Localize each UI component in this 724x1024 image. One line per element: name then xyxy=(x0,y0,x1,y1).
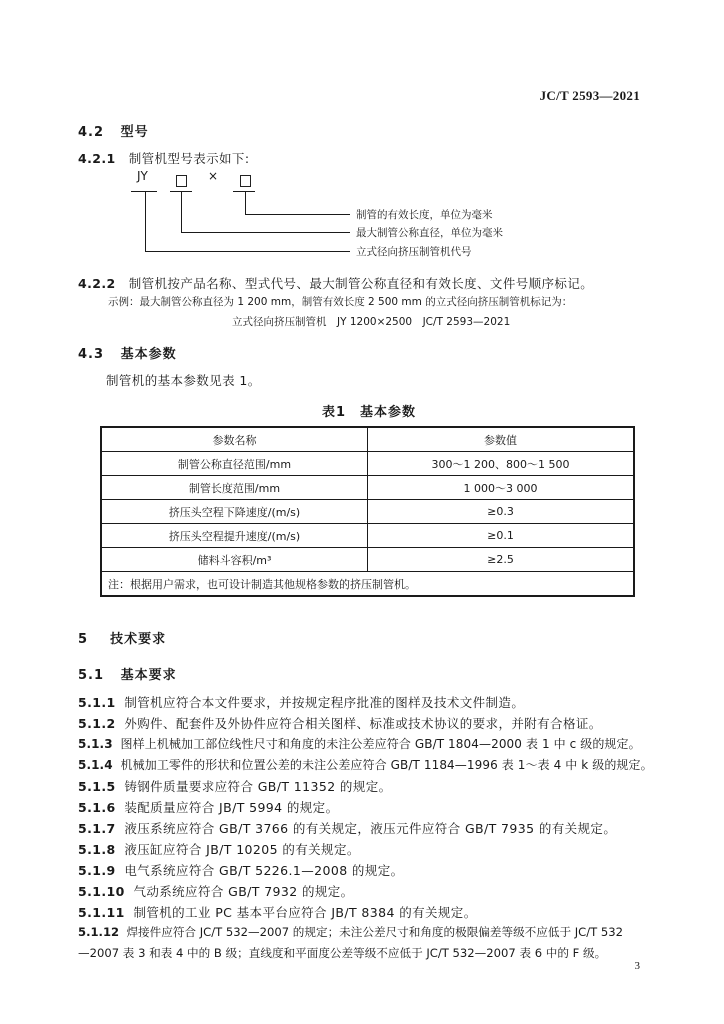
section-number: 5.1 xyxy=(78,668,105,683)
clause-5-1-2 xyxy=(78,714,602,732)
standard-code: JC/T 2593—2021 xyxy=(539,88,640,103)
section-number: 4.2 xyxy=(78,125,105,140)
example-line-2: 立式径向挤压制管机 JY 1200×2500 JC/T 2593—2021 xyxy=(232,316,511,328)
clause-4-2-1 xyxy=(78,149,249,167)
model-times-sign: × xyxy=(208,169,219,183)
clause-text: 制管机按产品名称、型式代号、最大制管公称直径和有效长度、文件号顺序标记。 xyxy=(128,276,594,291)
table-row xyxy=(101,548,634,572)
section-5-heading xyxy=(78,628,166,647)
table-row xyxy=(101,452,634,476)
section-4-2-heading xyxy=(78,121,149,140)
diagram-line xyxy=(245,191,246,215)
clause-number: 5.1.5 xyxy=(78,779,116,794)
clause-5-1-3 xyxy=(78,735,641,752)
table-cell: ≥2.5 xyxy=(368,548,635,572)
section-5-1-heading xyxy=(78,664,177,683)
diagram-line xyxy=(145,251,350,252)
diagram-line xyxy=(181,232,350,233)
clause-number: 5.1.6 xyxy=(78,800,116,815)
clause-text: 焊接件应符合 JC/T 532—2007 的规定；未注公差尺寸和角度的极限偏差等级不应低于 JC/T 532 xyxy=(126,925,624,939)
annotation-max-diameter: 最大制管公称直径，单位为毫米 xyxy=(356,227,503,239)
clause-number: 5.1.4 xyxy=(78,758,113,772)
clause-5-1-8 xyxy=(78,840,360,858)
clause-number: 5.1.11 xyxy=(78,905,125,920)
clause-number: 5.1.2 xyxy=(78,716,116,731)
table-note-row xyxy=(101,572,634,597)
section-title: 技术要求 xyxy=(110,632,167,647)
section-title: 基本参数 xyxy=(120,347,177,362)
clause-text: 液压缸应符合 JB/T 10205 的有关规定。 xyxy=(124,842,360,857)
section-4-3-heading xyxy=(78,343,177,362)
clause-number: 4.2.1 xyxy=(78,151,116,166)
clause-text: 液压系统应符合 GB/T 3766 的有关规定，液压元件应符合 GB/T 7935 的有关规定。 xyxy=(124,821,617,836)
clause-text: 外购件、配套件及外协件应符合相关图样、标准或技术协议的要求，并附有合格证。 xyxy=(124,716,602,731)
clause-text: 电气系统应符合 GB/T 5226.1—2008 的规定。 xyxy=(124,863,404,878)
clause-text: 制管机型号表示如下: xyxy=(128,151,250,166)
table-cell: 1 000～3 000 xyxy=(368,476,635,500)
clause-text: 图样上机械加工部位线性尺寸和角度的未注公差应符合 GB/T 1804—2000 表 1 中 c 级的规定。 xyxy=(120,737,641,751)
annotation-effective-length: 制管的有效长度，单位为毫米 xyxy=(356,209,493,221)
table-cell: ≥0.3 xyxy=(368,500,635,524)
clause-number: 5.1.8 xyxy=(78,842,116,857)
model-box-diameter xyxy=(176,170,187,189)
clause-5-1-12-continuation: —2007 表 3 和表 4 中的 B 级；直线度和平面度公差等级不应低于 JC/T 532—2007 表 6 中的 F 级。 xyxy=(78,946,607,960)
diagram-line xyxy=(145,191,146,252)
table-header-row xyxy=(101,427,634,452)
table-cell: 制管长度范围/mm xyxy=(101,476,368,500)
diagram-line xyxy=(131,191,157,192)
clause-5-1-6 xyxy=(78,798,339,816)
clause-5-1-10 xyxy=(78,882,354,900)
diagram-line xyxy=(233,191,255,192)
section-title: 基本要求 xyxy=(120,668,177,683)
table-cell: 300～1 200、800～1 500 xyxy=(368,452,635,476)
clause-5-1-1 xyxy=(78,693,524,711)
table-note: 注：根据用户需求，也可设计制造其他规格参数的挤压制管机。 xyxy=(101,572,634,597)
example-line-1: 示例：最大制管公称直径为 1 200 mm，制管有效长度 2 500 mm 的立式径向挤压制管机标记为： xyxy=(108,296,573,308)
table-header-cell: 参数值 xyxy=(368,427,635,452)
model-box-length xyxy=(240,170,251,189)
table-cell: 挤压头空程提升速度/(m/s) xyxy=(101,524,368,548)
clause-text: 制管机的工业 PC 基本平台应符合 JB/T 8384 的有关规定。 xyxy=(133,905,477,920)
table-row xyxy=(101,500,634,524)
clause-number: 5.1.1 xyxy=(78,695,116,710)
clause-text: 气动系统应符合 GB/T 7932 的规定。 xyxy=(133,884,354,899)
table-row xyxy=(101,524,634,548)
table-cell: 储料斗容积/m³ xyxy=(101,548,368,572)
clause-number: 5.1.7 xyxy=(78,821,116,836)
table-row xyxy=(101,476,634,500)
section-4-3-intro: 制管机的基本参数见表 1。 xyxy=(106,373,261,388)
clause-5-1-9 xyxy=(78,861,404,879)
clause-text: 机械加工零件的形状和位置公差的未注公差应符合 GB/T 1184—1996 表 1～表 4 中 k 级的规定。 xyxy=(120,758,653,772)
clause-5-1-7 xyxy=(78,819,616,837)
table-caption: 表1 基本参数 xyxy=(322,405,417,420)
clause-5-1-11 xyxy=(78,903,477,921)
diagram-line xyxy=(245,214,350,215)
clause-number: 5.1.9 xyxy=(78,863,116,878)
clause-text: 制管机应符合本文件要求，并按规定程序批准的图样及技术文件制造。 xyxy=(124,695,525,710)
clause-text: 装配质量应符合 JB/T 5994 的规定。 xyxy=(124,800,339,815)
clause-number: 5.1.10 xyxy=(78,884,125,899)
clause-number: 5.1.3 xyxy=(78,737,113,751)
annotation-machine-code: 立式径向挤压制管机代号 xyxy=(356,246,472,258)
page-number: 3 xyxy=(634,960,640,972)
clause-5-1-4 xyxy=(78,756,653,773)
clause-5-1-12 xyxy=(78,924,623,940)
clause-4-2-2 xyxy=(78,274,593,292)
model-prefix: JY xyxy=(137,169,148,183)
section-number: 5 xyxy=(78,632,89,647)
table-cell: ≥0.1 xyxy=(368,524,635,548)
table-header-cell: 参数名称 xyxy=(101,427,368,452)
parameters-table xyxy=(100,426,635,597)
clause-text: 铸钢件质量要求应符合 GB/T 11352 的规定。 xyxy=(124,779,392,794)
clause-5-1-5 xyxy=(78,777,392,795)
table-cell: 挤压头空程下降速度/(m/s) xyxy=(101,500,368,524)
section-number: 4.3 xyxy=(78,347,105,362)
section-title: 型号 xyxy=(120,125,149,140)
table-cell: 制管公称直径范围/mm xyxy=(101,452,368,476)
clause-number: 4.2.2 xyxy=(78,276,116,291)
clause-number: 5.1.12 xyxy=(78,925,120,939)
diagram-line xyxy=(181,191,182,233)
